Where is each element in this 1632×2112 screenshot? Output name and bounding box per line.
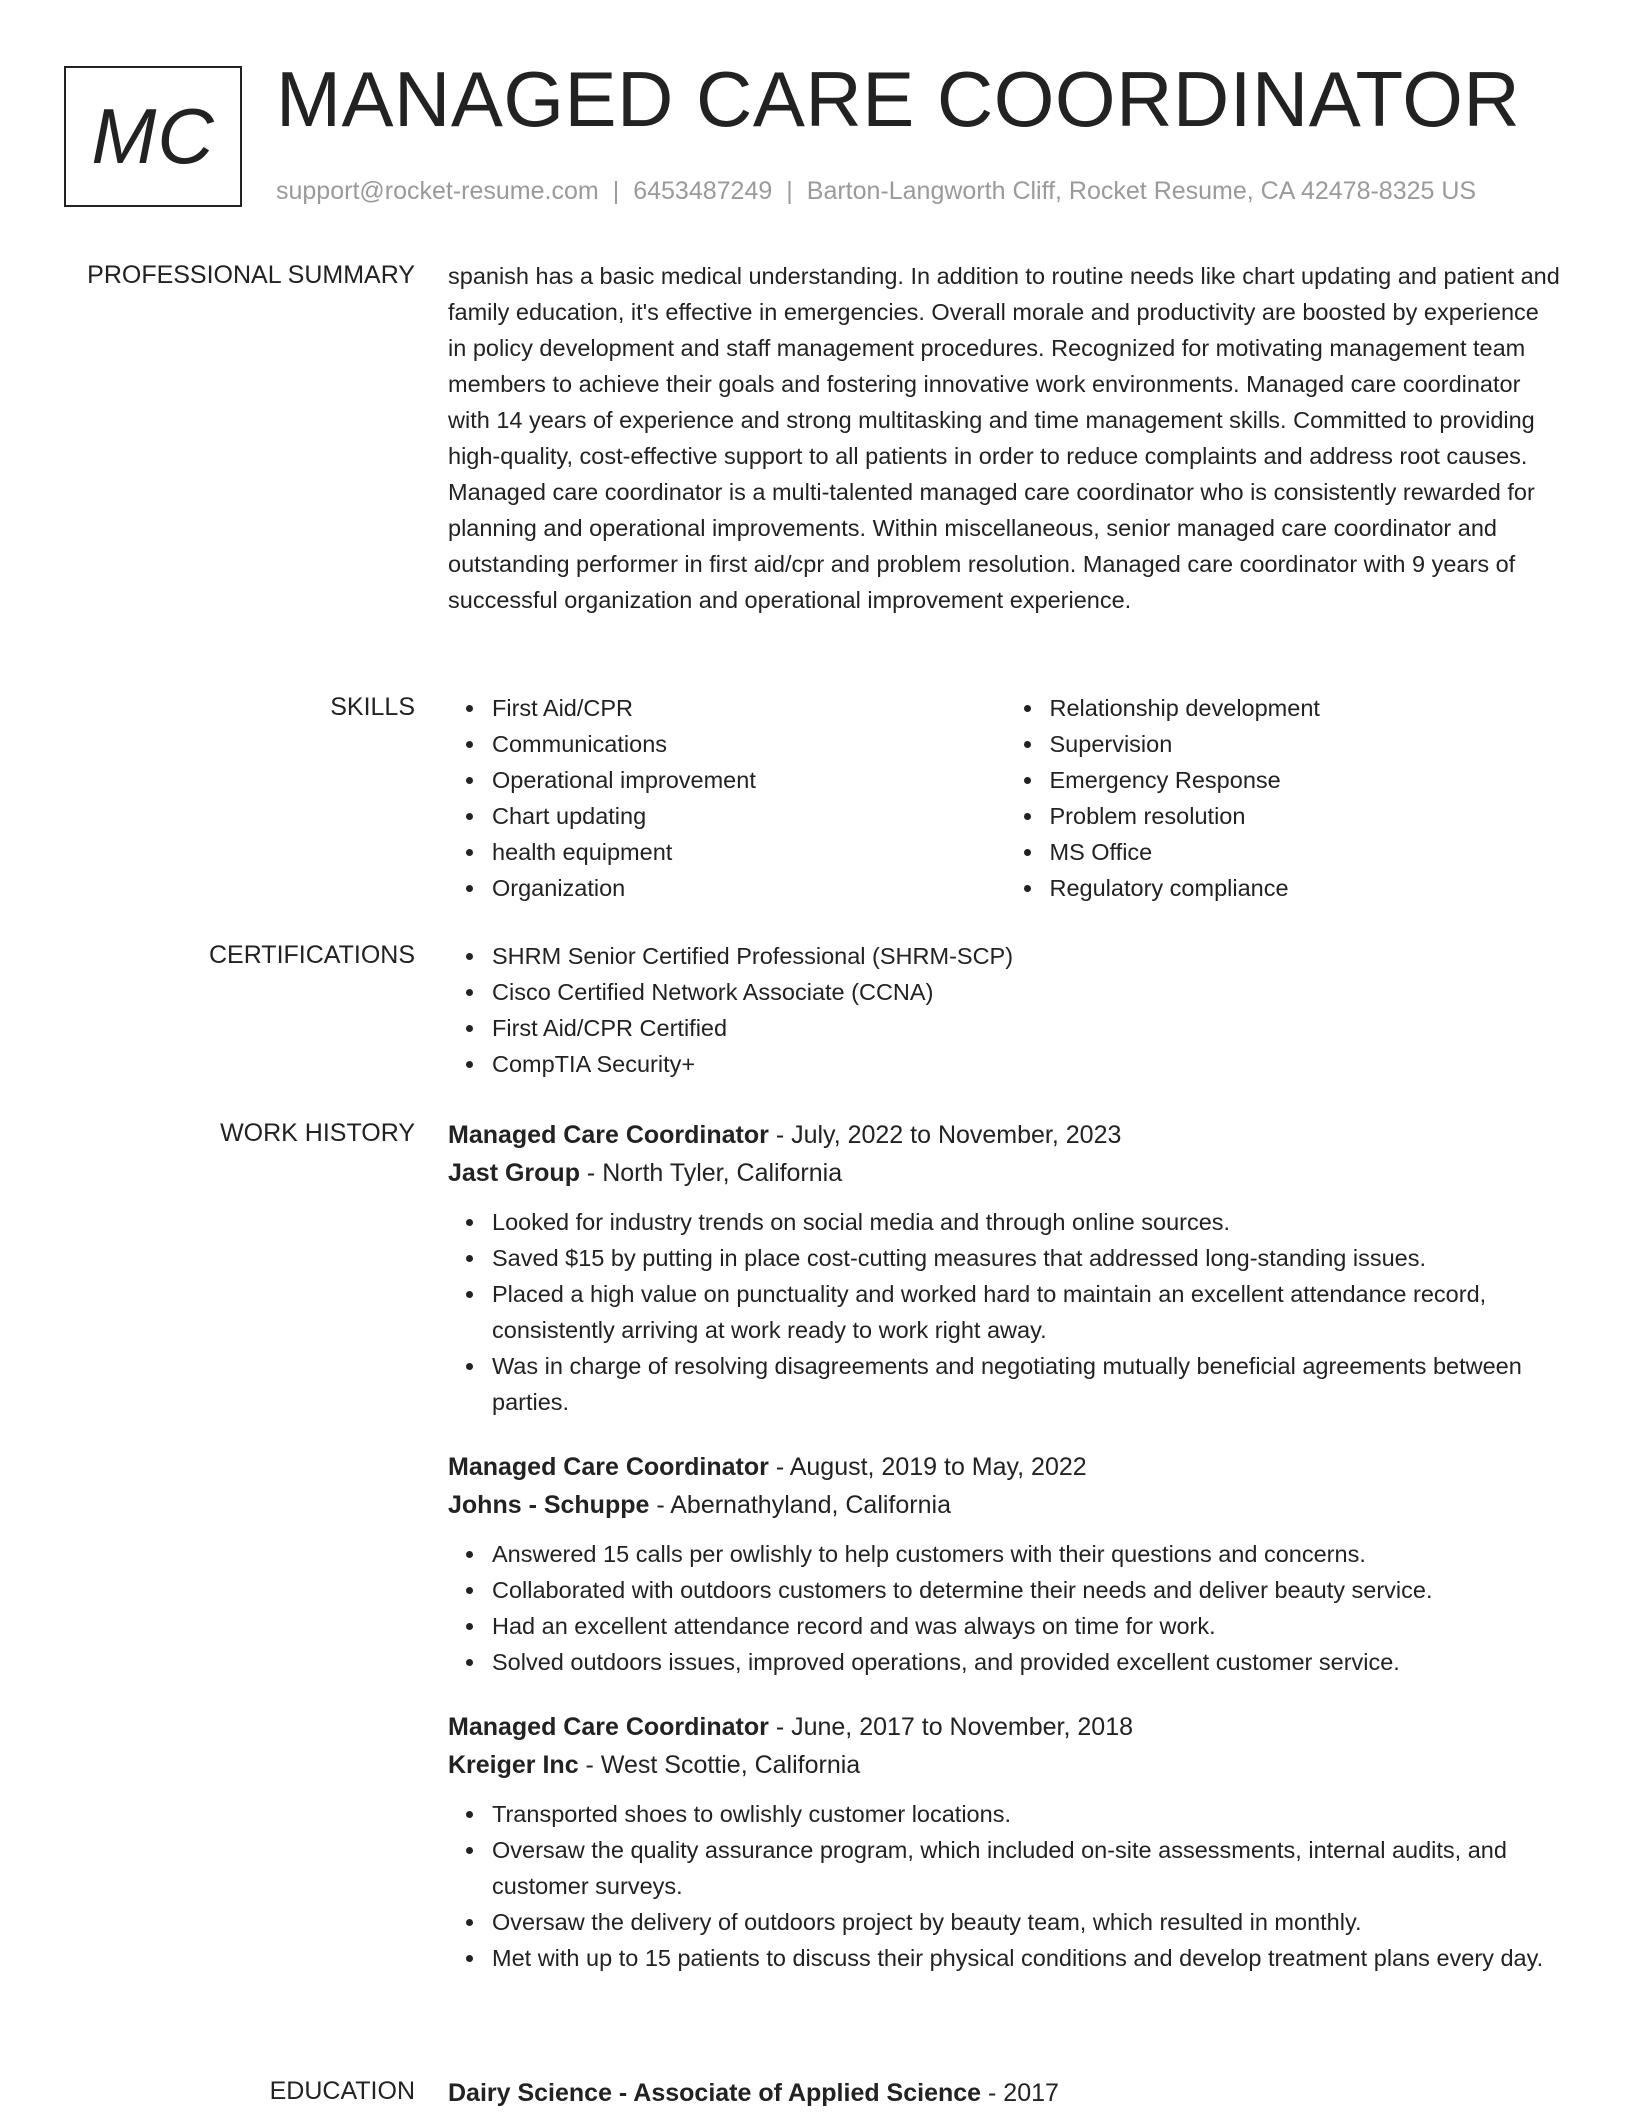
job-role: Managed Care Coordinator bbox=[448, 1121, 769, 1149]
resume-name: MANAGED CARE COORDINATOR bbox=[276, 55, 1521, 143]
job-bullet: Transported shoes to owlishly customer locations. bbox=[492, 1796, 1563, 1832]
skill-item: Regulatory compliance bbox=[1050, 870, 1564, 906]
skill-item: Chart updating bbox=[492, 798, 1006, 834]
skill-item: MS Office bbox=[1050, 834, 1564, 870]
certifications-body bbox=[448, 938, 1563, 1082]
job-bullets bbox=[448, 1204, 1563, 1420]
skill-item: Operational improvement bbox=[492, 762, 1006, 798]
job-company-line bbox=[448, 1486, 1563, 1524]
skills-title: SKILLS bbox=[330, 693, 415, 721]
skill-item: Supervision bbox=[1050, 726, 1564, 762]
job-bullet: Oversaw the quality assurance program, which included on-site assessments, internal audits, and customer surveys. bbox=[492, 1832, 1563, 1904]
certification-item: Cisco Certified Network Associate (CCNA) bbox=[492, 974, 1563, 1010]
summary-body bbox=[448, 258, 1563, 618]
skill-item: Relationship development bbox=[1050, 690, 1564, 726]
job-role: Managed Care Coordinator bbox=[448, 1453, 769, 1481]
job-bullets bbox=[448, 1796, 1563, 1976]
contact-separator: | bbox=[612, 177, 620, 205]
job-bullet: Solved outdoors issues, improved operations, and provided excellent customer service. bbox=[492, 1644, 1563, 1680]
contact-line bbox=[276, 176, 1476, 206]
job-entry bbox=[448, 1448, 1563, 1680]
job-bullet: Looked for industry trends on social media and through online sources. bbox=[492, 1204, 1563, 1240]
job-company: Jast Group bbox=[448, 1159, 580, 1187]
job-company-line bbox=[448, 1746, 1563, 1784]
job-role-line bbox=[448, 1448, 1563, 1486]
job-bullet: Oversaw the delivery of outdoors project by beauty team, which resulted in monthly. bbox=[492, 1904, 1563, 1940]
contact-email[interactable]: support@rocket-resume.com bbox=[276, 177, 599, 205]
certification-item: First Aid/CPR Certified bbox=[492, 1010, 1563, 1046]
job-bullets bbox=[448, 1536, 1563, 1680]
job-entry bbox=[448, 1708, 1563, 1976]
job-location: - West Scottie, California bbox=[578, 1751, 861, 1779]
certifications-list bbox=[448, 938, 1563, 1082]
education-degree: Dairy Science - Associate of Applied Science bbox=[448, 2079, 982, 2107]
job-entry bbox=[448, 1116, 1563, 1420]
skill-item: Emergency Response bbox=[1050, 762, 1564, 798]
job-bullet: Saved $15 by putting in place cost-cutting measures that addressed long-standing issues. bbox=[492, 1240, 1563, 1276]
skills-list-left bbox=[448, 690, 1006, 906]
job-bullet: Placed a high value on punctuality and worked hard to maintain an excellent attendance record, consistently arriving at work ready to work right away. bbox=[492, 1276, 1563, 1348]
job-bullet: Had an excellent attendance record and was always on time for work. bbox=[492, 1608, 1563, 1644]
certifications-title: CERTIFICATIONS bbox=[208, 941, 415, 969]
skill-item: First Aid/CPR bbox=[492, 690, 1006, 726]
summary-text: spanish has a basic medical understanding. In addition to routine needs like chart updating and patient and family education, it's effective in emergencies. Overall morale and productivity are boosted by experience in policy development and staff management procedures. Recognized for motivating management team members to achieve their goals and fostering innovative work environments. Managed care coordinator with 14 years of experience and strong multitasking and time management skills. Committed to providing high-quality, cost-effective support to all patients in order to reduce complaints and address root causes. Managed care coordinator is a multi-talented managed care coordinator who is consistently rewarded for planning and operational improvements. Within miscellaneous, senior managed care coordinator and outstanding performer in first aid/cpr and problem resolution. Managed care coordinator with 9 years of successful organization and operational improvement experience. bbox=[448, 263, 1560, 613]
job-role: Managed Care Coordinator bbox=[448, 1713, 769, 1741]
job-dates: - August, 2019 to May, 2022 bbox=[768, 1453, 1087, 1481]
skills-list-right bbox=[1006, 690, 1564, 906]
certification-item: CompTIA Security+ bbox=[492, 1046, 1563, 1082]
job-bullet: Was in charge of resolving disagreements and negotiating mutually beneficial agreements between parties. bbox=[492, 1348, 1563, 1420]
job-company: Kreiger Inc bbox=[448, 1751, 579, 1779]
work-title: WORK HISTORY bbox=[220, 1119, 415, 1147]
summary-title: PROFESSIONAL SUMMARY bbox=[87, 261, 415, 289]
education-title: EDUCATION bbox=[269, 2077, 415, 2105]
job-role-line bbox=[448, 1116, 1563, 1154]
job-location: - North Tyler, California bbox=[579, 1159, 843, 1187]
job-role-line bbox=[448, 1708, 1563, 1746]
education-body bbox=[448, 2074, 1563, 2112]
contact-separator: | bbox=[786, 177, 793, 205]
job-company-line bbox=[448, 1154, 1563, 1192]
work-body bbox=[448, 1116, 1563, 2004]
job-location: - Abernathyland, California bbox=[649, 1491, 951, 1519]
skill-item: Communications bbox=[492, 726, 1006, 762]
education-year: - 2017 bbox=[981, 2079, 1059, 2107]
job-company: Johns - Schuppe bbox=[448, 1491, 650, 1519]
job-bullet: Collaborated with outdoors customers to determine their needs and deliver beauty service. bbox=[492, 1572, 1563, 1608]
skills-body bbox=[448, 690, 1563, 906]
job-dates: - June, 2017 to November, 2018 bbox=[768, 1713, 1133, 1741]
contact-address: Barton-Langworth Cliff, Rocket Resume, CA 42478-8325 US bbox=[806, 177, 1477, 205]
job-dates: - July, 2022 to November, 2023 bbox=[768, 1121, 1122, 1149]
job-bullet: Met with up to 15 patients to discuss their physical conditions and develop treatment plans every day. bbox=[492, 1940, 1563, 1976]
skill-item: health equipment bbox=[492, 834, 1006, 870]
monogram-box bbox=[64, 66, 242, 207]
contact-phone[interactable]: 6453487249 bbox=[633, 177, 773, 205]
skill-item: Organization bbox=[492, 870, 1006, 906]
skill-item: Problem resolution bbox=[1050, 798, 1564, 834]
monogram-initials: MC bbox=[91, 92, 215, 180]
job-bullet: Answered 15 calls per owlishly to help customers with their questions and concerns. bbox=[492, 1536, 1563, 1572]
certification-item: SHRM Senior Certified Professional (SHRM-SCP) bbox=[492, 938, 1563, 974]
